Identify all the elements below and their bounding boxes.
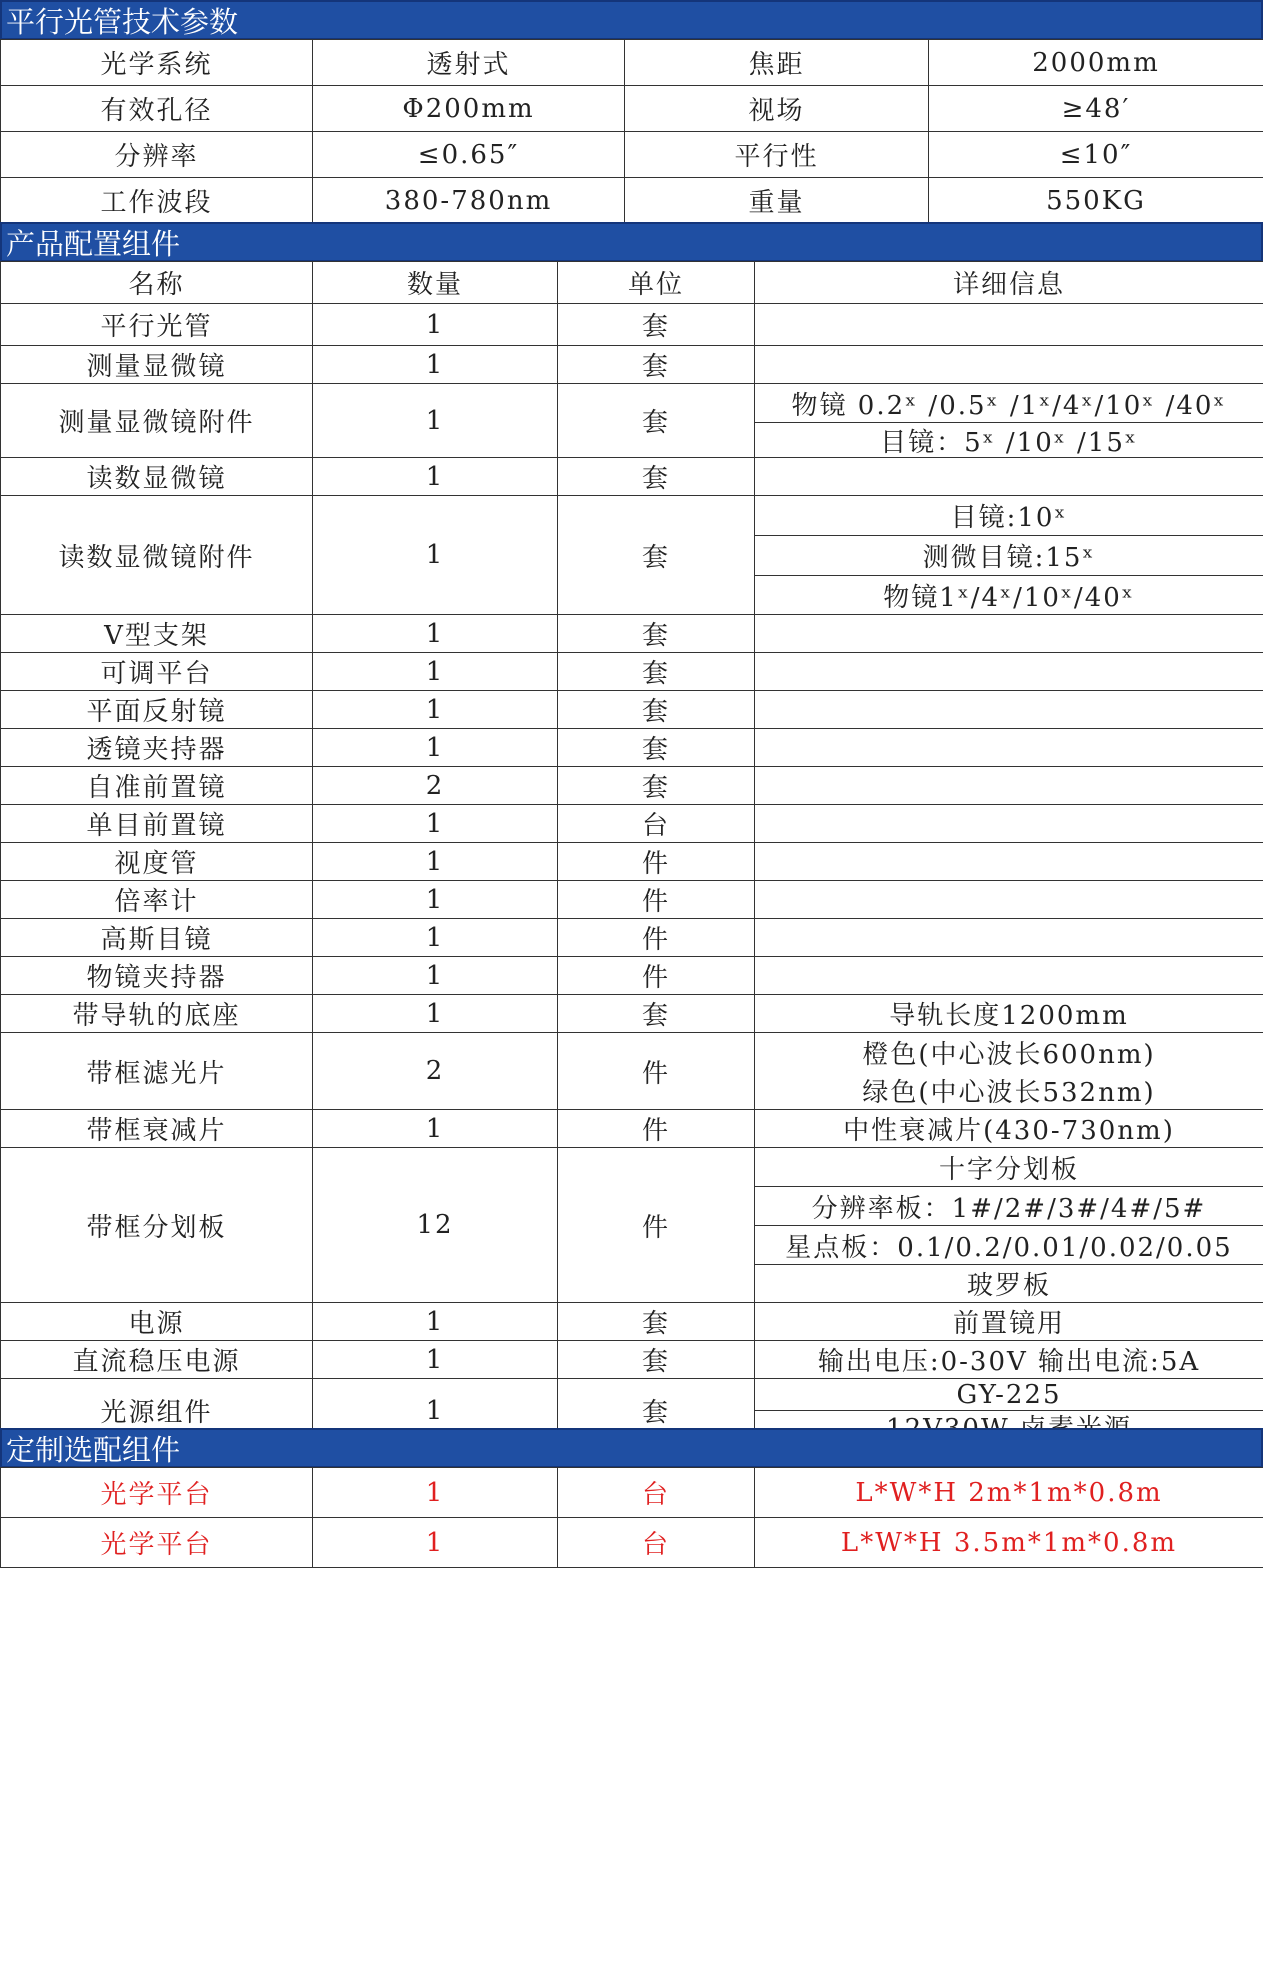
param-value: ≤10″	[929, 132, 1263, 178]
item-unit: 套	[558, 384, 755, 458]
item-name: 单目前置镜	[1, 805, 313, 843]
item-details	[755, 304, 1263, 346]
detail-line: 星点板：0.1/0.2/0.01/0.02/0.05	[755, 1225, 1263, 1264]
item-quantity: 1	[313, 843, 558, 881]
item-quantity: 1	[313, 615, 558, 653]
item-name: 带框滤光片	[1, 1033, 313, 1110]
item-quantity: 1	[313, 1303, 558, 1341]
item-quantity: 1	[313, 1518, 558, 1568]
column-header: 名称	[1, 262, 313, 304]
item-unit: 套	[558, 1379, 755, 1443]
item-details	[755, 881, 1263, 919]
section-header-tech-params	[0, 0, 1263, 40]
table-row	[1, 1148, 1263, 1303]
item-quantity: 1	[313, 919, 558, 957]
item-details	[755, 458, 1263, 496]
table-row	[1, 1303, 1263, 1341]
param-label: 光学系统	[1, 40, 313, 86]
item-details	[755, 919, 1263, 957]
item-unit: 套	[558, 767, 755, 805]
item-details	[755, 691, 1263, 729]
custom-table	[0, 1467, 1263, 1568]
detail-line: 目镜:10ˣ	[950, 503, 1068, 533]
item-quantity: 1	[313, 1468, 558, 1518]
item-details	[755, 767, 1263, 805]
table-row	[1, 1518, 1263, 1568]
param-value: 550KG	[929, 178, 1263, 224]
param-label: 分辨率	[1, 132, 313, 178]
item-quantity: 1	[313, 1379, 558, 1443]
item-details	[755, 1033, 1263, 1110]
item-unit: 套	[558, 1341, 755, 1379]
param-label: 重量	[625, 178, 929, 224]
item-details	[755, 496, 1263, 615]
item-unit: 件	[558, 919, 755, 957]
detail-line: 橙色(中心波长600nm)	[862, 1039, 1156, 1070]
detail-line: 测微目镜:15ˣ	[755, 535, 1263, 575]
item-name: 读数显微镜附件	[1, 496, 313, 615]
section-header-custom	[0, 1428, 1263, 1468]
table-row	[1, 729, 1263, 767]
item-quantity: 1	[313, 729, 558, 767]
item-quantity: 1	[313, 691, 558, 729]
table-row	[1, 178, 1263, 224]
item-name: 带框分划板	[1, 1148, 313, 1303]
item-details: 导轨长度1200mm	[755, 995, 1263, 1033]
item-unit: 件	[558, 1033, 755, 1110]
item-details	[755, 805, 1263, 843]
item-name: 直流稳压电源	[1, 1341, 313, 1379]
item-unit: 台	[558, 1518, 755, 1568]
param-label: 有效孔径	[1, 86, 313, 132]
column-header: 详细信息	[755, 262, 1263, 304]
item-details	[755, 346, 1263, 384]
param-value: 透射式	[313, 40, 625, 86]
item-name: 光学平台	[1, 1518, 313, 1568]
item-name: 自准前置镜	[1, 767, 313, 805]
item-quantity: 1	[313, 805, 558, 843]
item-name: 带导轨的底座	[1, 995, 313, 1033]
item-unit: 件	[558, 1148, 755, 1303]
item-details	[755, 1148, 1263, 1303]
param-value: Φ200mm	[313, 86, 625, 132]
table-row	[1, 995, 1263, 1033]
item-name: 光学平台	[1, 1468, 313, 1518]
table-row	[1, 919, 1263, 957]
detail-line: 绿色(中心波长532nm)	[862, 1077, 1156, 1108]
table-row	[1, 843, 1263, 881]
table-row	[1, 615, 1263, 653]
table-row	[1, 691, 1263, 729]
tech-params-table	[0, 39, 1263, 224]
item-unit: 件	[558, 881, 755, 919]
param-label: 工作波段	[1, 178, 313, 224]
item-name: 带框衰减片	[1, 1110, 313, 1148]
table-row	[1, 1468, 1263, 1518]
item-unit: 套	[558, 729, 755, 767]
detail-line: 分辨率板：1#/2#/3#/4#/5#	[755, 1186, 1263, 1225]
item-unit: 套	[558, 691, 755, 729]
item-quantity: 1	[313, 1110, 558, 1148]
detail-line: 物镜1ˣ/4ˣ/10ˣ/40ˣ	[755, 575, 1263, 614]
item-unit: 件	[558, 957, 755, 995]
item-name: 测量显微镜附件	[1, 384, 313, 458]
table-row	[1, 304, 1263, 346]
table-row	[1, 346, 1263, 384]
column-header: 单位	[558, 262, 755, 304]
item-unit: 件	[558, 843, 755, 881]
item-quantity: 1	[313, 653, 558, 691]
item-name: 倍率计	[1, 881, 313, 919]
item-unit: 套	[558, 458, 755, 496]
table-row	[1, 767, 1263, 805]
param-label: 平行性	[625, 132, 929, 178]
param-label: 视场	[625, 86, 929, 132]
section-title: 平行光管技术参数	[6, 4, 239, 39]
item-name: 电源	[1, 1303, 313, 1341]
detail-line: GY-225	[956, 1379, 1062, 1410]
detail-line: 物镜 0.2ˣ /0.5ˣ /1ˣ/4ˣ/10ˣ /40ˣ	[791, 390, 1227, 421]
table-row	[1, 1341, 1263, 1379]
table-row	[1, 653, 1263, 691]
item-quantity: 1	[313, 458, 558, 496]
item-details: 输出电压:0-30V 输出电流:5A	[755, 1341, 1263, 1379]
item-quantity: 1	[313, 881, 558, 919]
item-unit: 套	[558, 615, 755, 653]
item-details	[755, 384, 1263, 458]
table-row	[1, 86, 1263, 132]
item-name: 物镜夹持器	[1, 957, 313, 995]
table-row	[1, 458, 1263, 496]
table-row	[1, 1110, 1263, 1148]
item-details	[755, 615, 1263, 653]
item-quantity: 1	[313, 496, 558, 615]
table-row	[1, 496, 1263, 615]
item-details: L*W*H 2m*1m*0.8m	[755, 1468, 1263, 1518]
table-row	[1, 1033, 1263, 1110]
item-details: 前置镜用	[755, 1303, 1263, 1341]
section-header-config	[0, 222, 1263, 262]
item-name: 测量显微镜	[1, 346, 313, 384]
table-row	[1, 132, 1263, 178]
table-header-row	[1, 262, 1263, 304]
table-row	[1, 384, 1263, 458]
table-row	[1, 957, 1263, 995]
item-quantity: 2	[313, 767, 558, 805]
item-unit: 套	[558, 346, 755, 384]
item-quantity: 1	[313, 957, 558, 995]
item-details: 中性衰减片(430-730nm)	[755, 1110, 1263, 1148]
param-label: 焦距	[625, 40, 929, 86]
item-unit: 套	[558, 496, 755, 615]
section-title: 定制选配组件	[6, 1432, 181, 1467]
config-table	[0, 261, 1263, 1443]
item-quantity: 1	[313, 304, 558, 346]
item-details	[755, 843, 1263, 881]
item-name: 高斯目镜	[1, 919, 313, 957]
item-unit: 件	[558, 1110, 755, 1148]
detail-line: 十字分划板	[938, 1154, 1079, 1185]
item-quantity: 1	[313, 995, 558, 1033]
item-name: V型支架	[1, 615, 313, 653]
table-row	[1, 805, 1263, 843]
table-row	[1, 881, 1263, 919]
table-row	[1, 40, 1263, 86]
item-name: 光源组件	[1, 1379, 313, 1443]
item-unit: 套	[558, 995, 755, 1033]
item-name: 平行光管	[1, 304, 313, 346]
item-quantity: 12	[313, 1148, 558, 1303]
section-title: 产品配置组件	[6, 226, 181, 261]
item-details	[755, 957, 1263, 995]
param-value: ≤0.65″	[313, 132, 625, 178]
item-name: 读数显微镜	[1, 458, 313, 496]
item-unit: 套	[558, 304, 755, 346]
item-quantity: 1	[313, 1341, 558, 1379]
item-details	[755, 729, 1263, 767]
item-details: L*W*H 3.5m*1m*0.8m	[755, 1518, 1263, 1568]
item-quantity: 1	[313, 346, 558, 384]
detail-line: 玻罗板	[755, 1264, 1263, 1302]
item-details	[755, 653, 1263, 691]
item-unit: 台	[558, 805, 755, 843]
item-name: 透镜夹持器	[1, 729, 313, 767]
item-name: 视度管	[1, 843, 313, 881]
item-quantity: 1	[313, 384, 558, 458]
param-value: 2000mm	[929, 40, 1263, 86]
param-value: 380-780nm	[313, 178, 625, 224]
item-name: 可调平台	[1, 653, 313, 691]
param-value: ≥48′	[929, 86, 1263, 132]
column-header: 数量	[313, 262, 558, 304]
item-unit: 套	[558, 1303, 755, 1341]
item-name: 平面反射镜	[1, 691, 313, 729]
item-unit: 台	[558, 1468, 755, 1518]
item-unit: 套	[558, 653, 755, 691]
item-quantity: 2	[313, 1033, 558, 1110]
detail-line: 目镜：5ˣ /10ˣ /15ˣ	[755, 422, 1263, 457]
